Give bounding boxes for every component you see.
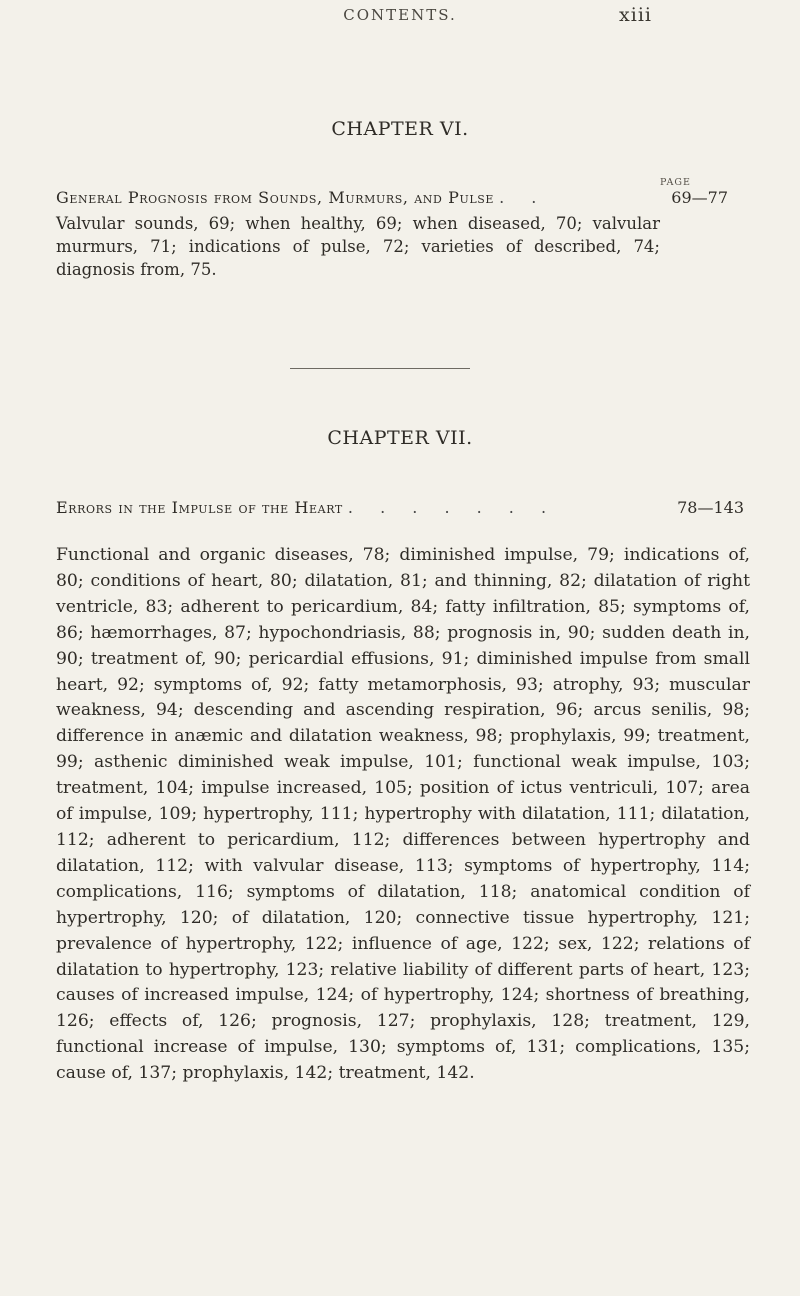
chapter-vi-summary: Valvular sounds, 69; when healthy, 69; when diseased, 70; valvular murmurs, 71; indications of pulse, 72; varieties of described, 74; diagnosis from, 75. [56, 214, 660, 279]
chapter-vi-entry [56, 188, 728, 207]
page-column-label: PAGE [660, 177, 691, 188]
chapter-vi-page-range: 69—77 [671, 188, 728, 207]
chapter-vi-title: CHAPTER VI. [331, 118, 469, 140]
page-number: xiii [619, 4, 652, 26]
dot-leader: . . . . . . . [347, 498, 558, 517]
chapter-vii-page-range: 78—143 [677, 498, 744, 517]
chapter-vii-summary: Functional and organic diseases, 78; diminished impulse, 79; indications of, 80; conditions of heart, 80; dilatation, 81; and thinning, 82; dilatation of right ventricle, 83; adherent to pericardium, 84; fatty infiltration, 85; symptoms of, 86; hæmorrhages, 87; hypochondriasis, 88; prognosis in, 90; sudden death in, 90; treatment of, 90; pericardial effusions, 91; diminished impulse from small heart, 92; symptoms of, 92; fatty metamorphosis, 93; atrophy, 93; muscular weakness, 94; descending and ascending respiration, 96; arcus senilis, 98; difference in anæmic and dilatation weakness, 98; prophylaxis, 99; treatment, 99; asthenic diminished weak impulse, 101; functional weak impulse, 103; treatment, 104; impulse increased, 105; position of ictus ventriculi, 107; area of impulse, 109; hypertrophy, 111; hypertrophy with dilatation, 111; dilatation, 112; adherent to pericardium, 112; differences between hypertrophy and dilatation, 112; with valvular disease, 113; symptoms of hypertrophy, 114; complications, 116; symptoms of dilatation, 118; anatomical condition of hypertrophy, 120; of dilatation, 120; connective tissue hypertrophy, 121; prevalence of hypertrophy, 122; influence of age, 122; sex, 122; relations of dilatation to hypertrophy, 123; relative liability of different parts of heart, 123; causes of increased impulse, 124; of hypertrophy, 124; shortness of breathing, 126; effects of, 126; prognosis, 127; prophylaxis, 128; treatment, 129, functional increase of impulse, 130; symptoms of, 131; complications, 135; cause of, 137; prophylaxis, 142; treatment, 142. [56, 545, 750, 1084]
dot-leader: . . [499, 188, 548, 207]
chapter-vi-entry-title: General Prognosis from Sounds, Murmurs, and Pulse [56, 188, 495, 207]
chapter-vii-entry [56, 498, 744, 517]
running-head: CONTENTS. [343, 6, 457, 24]
chapter-vii-entry-title: Errors in the Impulse of the Heart [56, 498, 343, 517]
section-divider [290, 368, 470, 369]
chapter-vii-title: CHAPTER VII. [327, 427, 473, 449]
